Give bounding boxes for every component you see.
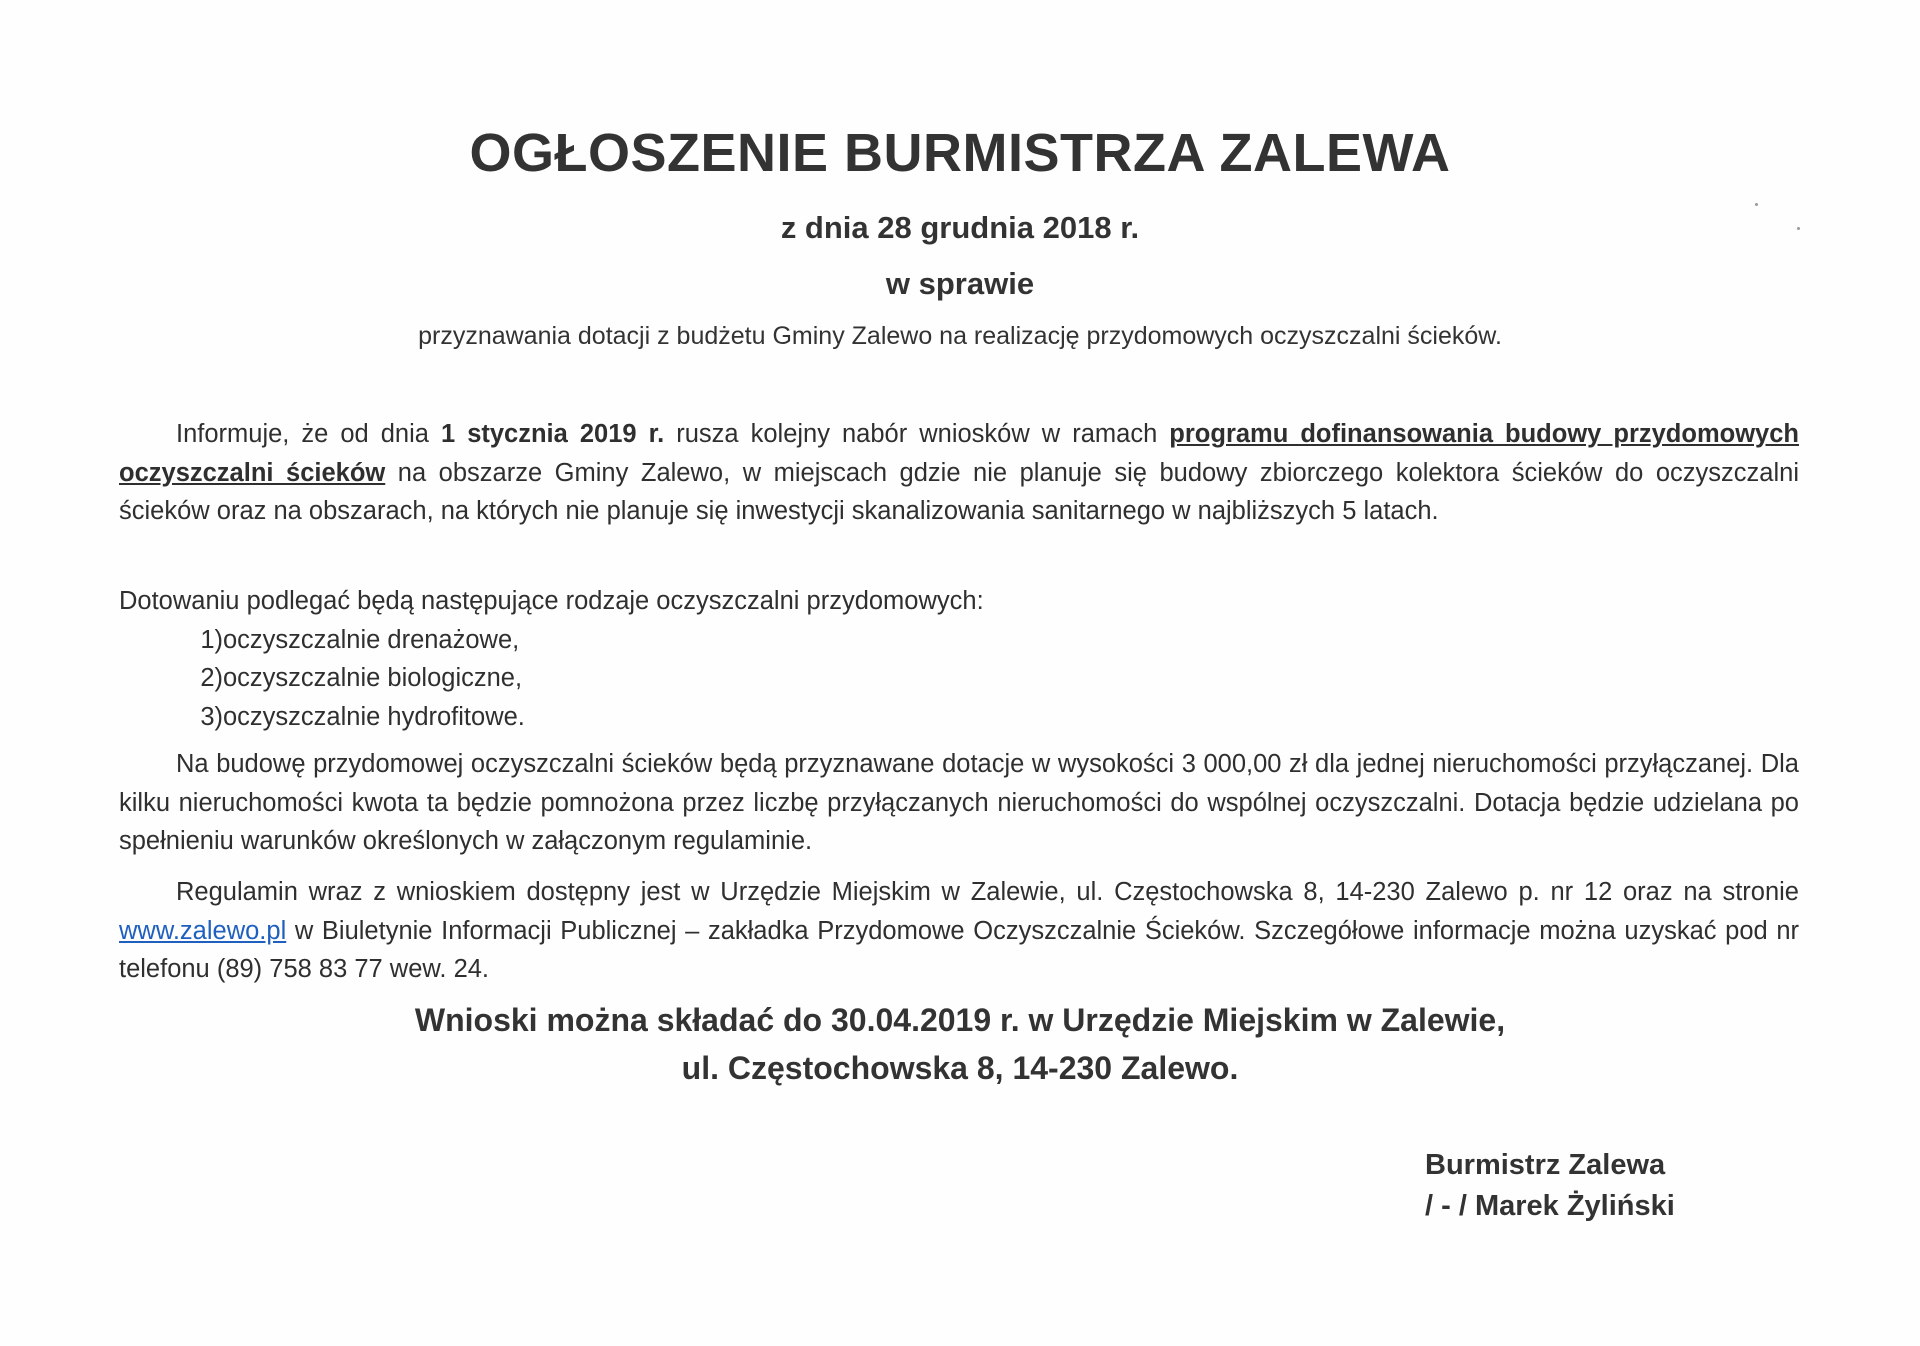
scan-speck xyxy=(1755,203,1758,206)
list-item-number: 2) xyxy=(200,664,223,692)
signature-name: / - / Marek Żyliński xyxy=(1425,1190,1675,1222)
paragraph-text: Informuje, że od dnia xyxy=(176,420,441,448)
paragraph-text: na obszarze Gminy Zalewo, w miejscach gdzie nie planuje się budowy zbiorczego kolektora ścieków do oczyszczalni ścieków oraz na obszarach, na których nie planuje się inwestycji skanalizowania sanitarnego w najbliższych 5 latach. xyxy=(119,458,1800,525)
paragraph-types xyxy=(119,582,1799,736)
paragraph-text: rusza kolejny nabór wniosków w ramach xyxy=(664,420,1170,448)
paragraph-text: w Biuletynie Informacji Publicznej – zakładka Przydomowe Oczyszczalnie Ścieków. Szczegółowe informacje można uzyskać pod nr telefonu (89) 758 83 77 wew. 24. xyxy=(119,916,1799,983)
signature-block xyxy=(1425,1145,1675,1227)
scan-speck xyxy=(1797,227,1800,230)
list-item-number: 3) xyxy=(200,702,223,731)
list-item-number: 1) xyxy=(200,625,223,654)
program-name: programu dofinansowania budowy przydomowych oczyszczalni ścieków xyxy=(119,420,1799,487)
paragraph-announcement xyxy=(119,415,1799,531)
paragraph-grant-amount xyxy=(119,745,1799,861)
start-date: 1 stycznia 2019 r. xyxy=(440,420,665,448)
list-item-text: oczyszczalnie biologiczne, xyxy=(223,664,523,692)
paragraph-text: Regulamin wraz z wnioskiem dostępny jest w Urzędzie Miejskim w Zalewie, ul. Częstochowska 8, 14-230 Zalewo p. nr 12 oraz na stronie xyxy=(176,878,1799,906)
paragraph-text: Na budowę przydomowej oczyszczalni ścieków będą przyznawane dotacje w wysokości 3 000,00 zł dla jednej nieruchomości przyłączanej. Dla kilku nieruchomości kwota ta będzie pomnożona przez liczbę przyłączanych nieruchomości do wspólnej oczyszczalni. Dotacja będzie udzielana po spełnieniu warunków określonych w załączonym regulaminie. xyxy=(119,750,1799,855)
list-item xyxy=(119,621,1799,660)
document-date: z dnia 28 grudnia 2018 r. xyxy=(780,210,1140,245)
types-list xyxy=(119,621,1799,737)
list-item-text: oczyszczalnie drenażowe, xyxy=(223,625,520,654)
types-intro: Dotowaniu podlegać będą następujące rodzaje oczyszczalni przydomowych: xyxy=(119,587,984,615)
document-title: OGŁOSZENIE BURMISTRZA ZALEWA xyxy=(469,123,1451,183)
paragraph-regulations xyxy=(119,873,1799,989)
deadline-line-1: Wnioski można składać do 30.04.2019 r. w Urzędzie Miejskim w Zalewie, xyxy=(414,1002,1506,1038)
list-item xyxy=(119,659,1799,698)
document-matter: w sprawie xyxy=(885,266,1035,301)
signature-role: Burmistrz Zalewa xyxy=(1425,1149,1666,1181)
list-item-text: oczyszczalnie hydrofitowe. xyxy=(223,702,525,731)
document-subject: przyznawania dotacji z budżetu Gminy Zalewo na realizację przydomowych oczyszczalni ścieków. xyxy=(418,322,1502,350)
deadline-line-2: ul. Częstochowska 8, 14-230 Zalewo. xyxy=(681,1050,1239,1086)
website-link[interactable]: www.zalewo.pl xyxy=(119,916,287,945)
list-item xyxy=(119,698,1799,737)
